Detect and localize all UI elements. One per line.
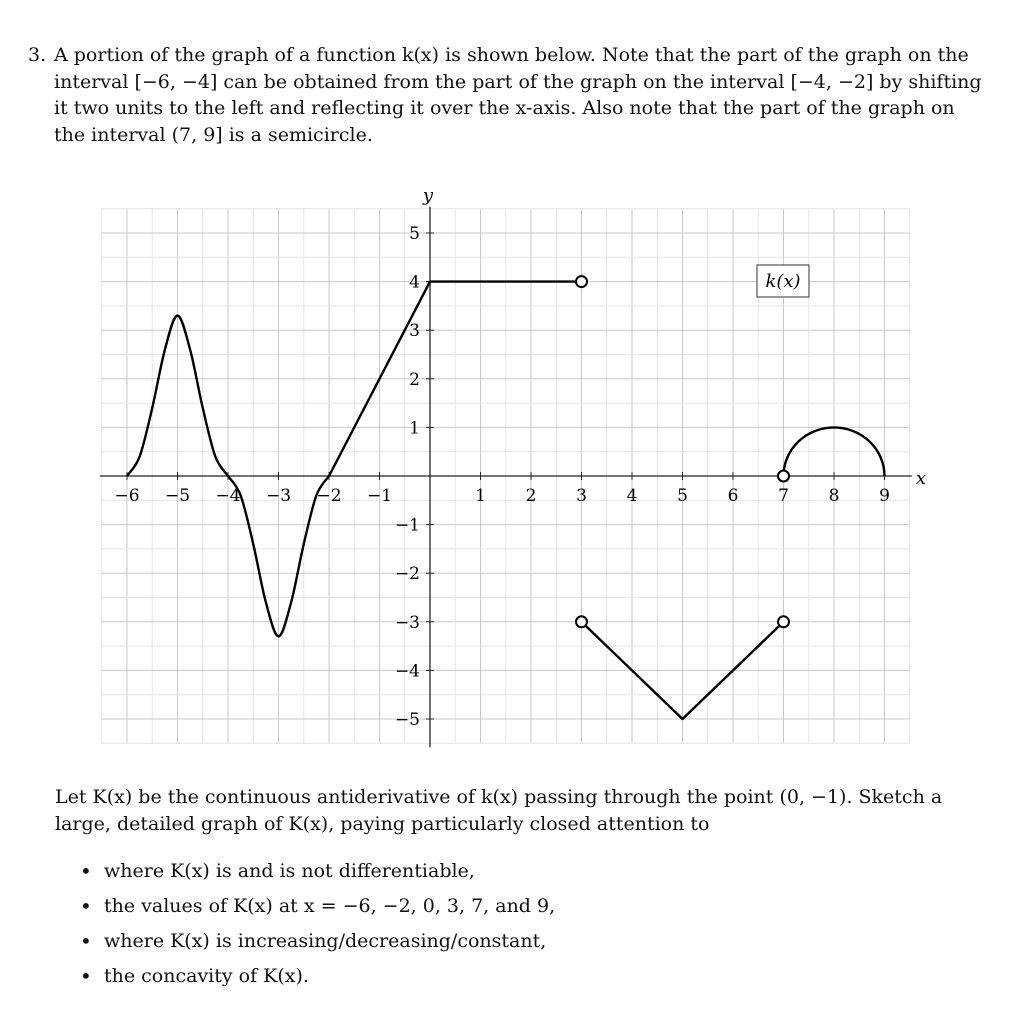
y-tick-label: 3	[409, 321, 420, 342]
y-tick-label: −1	[394, 515, 420, 536]
x-tick-label: −3	[265, 486, 292, 506]
list-item: • where K(x) is and is not differentiable,	[80, 858, 980, 893]
x-tick-label: 8	[828, 486, 840, 506]
open-point	[576, 276, 587, 287]
y-tick-label: 4	[409, 272, 420, 293]
list-item: • the values of K(x) at x = −6, −2, 0, 3, 7, and 9,	[80, 893, 980, 928]
tick-labels	[114, 224, 889, 730]
y-tick-label: −5	[394, 710, 420, 730]
y-axis-label: y	[422, 185, 434, 206]
x-tick-label: 4	[626, 486, 638, 506]
x-axis-label: x	[915, 468, 927, 489]
x-tick-label: −2	[316, 486, 342, 506]
y-tick-label: −3	[394, 612, 420, 633]
legend-label: k(x)	[765, 271, 801, 292]
x-tick-label: 5	[677, 486, 688, 506]
x-tick-label: −4	[215, 486, 241, 506]
legend	[757, 265, 809, 297]
x-tick-label: 2	[525, 486, 537, 506]
followup-text: Let K(x) be the continuous antiderivative of k(x) passing through the point (0, −1). Sketch a large, detailed graph of K(x), paying particularly closed attention to	[55, 786, 943, 835]
x-tick-label: −1	[366, 486, 393, 506]
open-point	[778, 616, 789, 627]
x-tick-label: 1	[475, 486, 486, 506]
open-point	[778, 471, 789, 482]
x-tick-label: 3	[576, 486, 587, 506]
y-tick-label: −4	[394, 661, 420, 682]
requirements-list	[80, 858, 980, 998]
problem-number: 3.	[28, 44, 47, 66]
list-item: • the concavity of K(x).	[80, 963, 980, 998]
x-tick-label: −6	[114, 486, 140, 506]
open-point	[576, 616, 587, 627]
y-tick-label: 5	[409, 224, 420, 244]
x-tick-label: −5	[164, 486, 191, 506]
y-tick-label: −2	[394, 564, 420, 585]
problem-intro: A portion of the graph of a function k(x) is shown below. Note that the part of the graph on the interval [−6, −4] can be obtained from the part of the graph on the interval [−4, −2] by shifting it two units to the left and reflecting it over the x-axis. Also note that the part of the graph on the interval (7, 9] is a semicircle.	[54, 44, 982, 146]
x-tick-label: 6	[727, 486, 739, 506]
x-tick-label: 9	[879, 486, 890, 506]
y-tick-label: 1	[409, 418, 420, 439]
list-item: • where K(x) is increasing/decreasing/constant,	[80, 928, 980, 963]
x-tick-label: 7	[778, 486, 789, 506]
y-tick-label: 2	[409, 369, 420, 390]
